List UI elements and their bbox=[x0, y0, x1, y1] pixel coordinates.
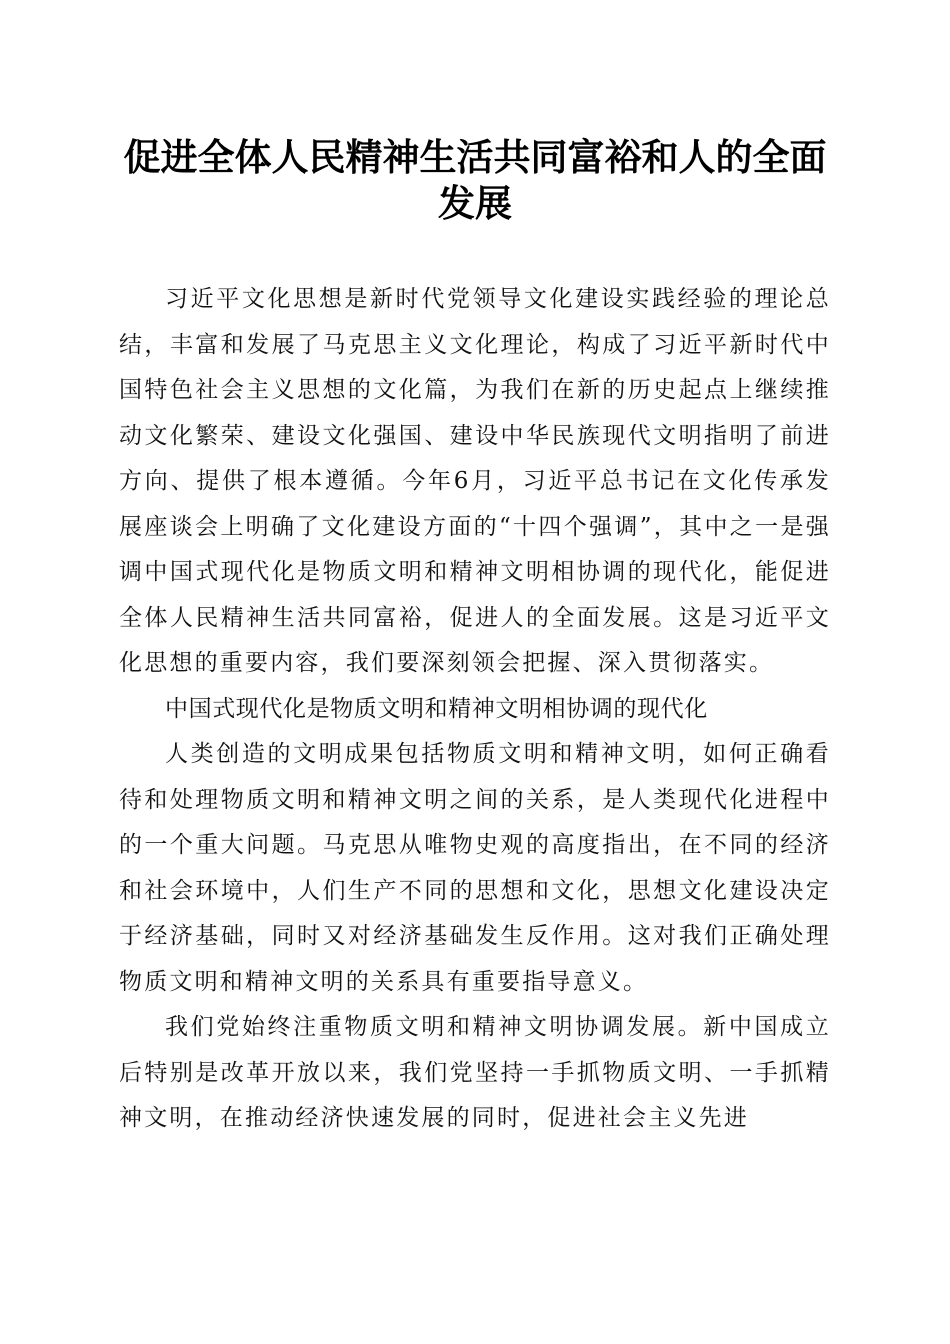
paragraph-party: 我们党始终注重物质文明和精神文明协调发展。新中国成立后特别是改革开放以来，我们党坚持一手抓物质文明、一手抓精神文明，在推动经济快速发展的同时，促进社会主义先进 bbox=[119, 1014, 831, 1131]
section-heading: 中国式现代化是物质文明和精神文明相协调的现代化 bbox=[165, 695, 708, 722]
document-body bbox=[119, 277, 831, 1142]
paragraph-civilization: 人类创造的文明成果包括物质文明和精神文明，如何正确看待和处理物质文明和精神文明之间的关系，是人类现代化进程中的一个重大问题。马克思从唯物史观的高度指出，在不同的经济和社会环境中，人们生产不同的思想和文化，思想文化建设决定于经济基础，同时又对经济基础发生反作用。这对我们正确处理物质文明和精神文明的关系具有重要指导意义。 bbox=[119, 741, 831, 995]
document-title: 促进全体人民精神生活共同富裕和人的全面发展 bbox=[123, 135, 827, 225]
paragraph-intro: 习近平文化思想是新时代党领导文化建设实践经验的理论总结，丰富和发展了马克思主义文化理论，构成了习近平新时代中国特色社会主义思想的文化篇，为我们在新的历史起点上继续推动文化繁荣、建设文化强国、建设中华民族现代文明指明了前进方向、提供了根本遵循。今年6月，习近平总书记在文化传承发展座谈会上明确了文化建设方面的“十四个强调”，其中之一是强调中国式现代化是物质文明和精神文明相协调的现代化，能促进全体人民精神生活共同富裕，促进人的全面发展。这是习近平文化思想的重要内容，我们要深刻领会把握、深入贯彻落实。 bbox=[119, 286, 831, 676]
